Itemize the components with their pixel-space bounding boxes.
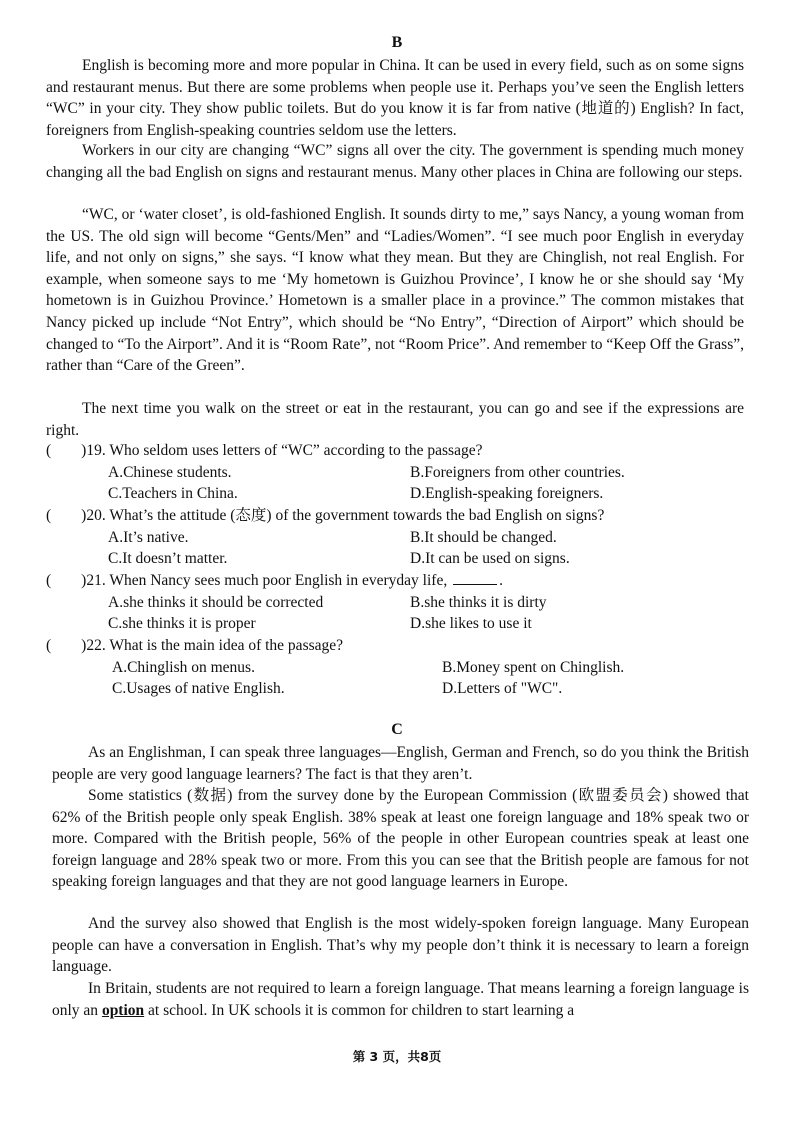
- option-b: B.It should be changed.: [410, 528, 557, 546]
- question-22: [46, 635, 746, 699]
- question-stem: ( )22. What is the main idea of the passage?: [46, 637, 344, 654]
- option-b: B.Money spent on Chinglish.: [442, 658, 625, 676]
- section-c-heading: C: [391, 721, 403, 738]
- option-a: A.Chinese students.: [108, 463, 232, 481]
- fill-in-blank-line: [453, 570, 497, 585]
- option-d: D.Letters of "WC".: [442, 680, 563, 698]
- option-c: C.It doesn’t matter.: [108, 550, 228, 568]
- option-d: D.English-speaking foreigners.: [410, 485, 604, 503]
- section-c-paragraph-2: Some statistics (数据) from the survey done by the European Commission (欧盟委员会) showed that 62% of the British people only speak English. 38% speak at least one foreign language and 18% speak two or more. Compared with the British people, 56% of the people in other European countries speak at least one foreign language and 28% speak two or more. From this you can see that the British people are famous for not speaking foreign languages and that they are not good language learners in Europe.: [52, 787, 749, 891]
- question-19: [46, 440, 746, 504]
- option-c: C.Usages of native English.: [112, 680, 285, 698]
- section-c-paragraph-3: And the survey also showed that English is the most widely-spoken foreign language. Many European people can have a conversation in English. That’s why my people don’t think it is necessary to learn a foreign language.: [52, 915, 749, 976]
- option-a: A.Chinglish on menus.: [112, 658, 255, 676]
- question-21: [46, 570, 746, 634]
- question-stem: ( )20. What’s the attitude (态度) of the government towards the bad English on signs?: [46, 507, 605, 524]
- question-stem: ( )21. When Nancy sees much poor English in everyday life, .: [46, 572, 503, 589]
- page-number-footer: 第 3 页，共8页: [352, 1049, 442, 1064]
- section-b-paragraph-2: Workers in our city are changing “WC” signs all over the city. The government is spending much money changing all the bad English on signs and restaurant menus. Many other places in China are following our steps.: [46, 142, 744, 181]
- question-stem: ( )19. Who seldom uses letters of “WC” according to the passage?: [46, 442, 483, 459]
- option-d: D.she likes to use it: [410, 615, 532, 633]
- option-c: C.she thinks it is proper: [108, 615, 256, 633]
- underlined-word-option: option: [101, 1001, 145, 1019]
- section-b-heading: B: [391, 34, 403, 51]
- question-20: [46, 505, 746, 569]
- section-b-paragraph-4: The next time you walk on the street or eat in the restaurant, you can go and see if the expressions are right.: [46, 400, 744, 439]
- option-b: B.she thinks it is dirty: [410, 593, 547, 611]
- section-b-paragraph-3: “WC, or ‘water closet’, is old-fashioned English. It sounds dirty to me,” says Nancy, a young woman from the US. The old sign will become “Gents/Men” and “Ladies/Women”. “I see much poor English in everyday life, and not only on signs,” she says. “I know what they mean. But they are Chinglish, not real English. For example, when someone says to me ‘My hometown is Guizhou Province’, I know he or she should say ‘My hometown is in Guizhou Province.’ Hometown is a smaller place in a province.” The common mistakes that Nancy picked up include “Not Entry”, which should be “No Entry”, “Direction of Airport” which should be changed to “To the Airport”. And it is “Room Rate”, not “Room Price”. And remember to “Keep Off the Grass”, rather than “Care of the Green”.: [46, 206, 744, 375]
- section-c-paragraph-4: In Britain, students are not required to learn a foreign language. That means learning a foreign language is only an option at school. In UK schools it is common for children to start learning a: [52, 980, 749, 1019]
- option-c: C.Teachers in China.: [108, 485, 238, 503]
- option-b: B.Foreigners from other countries.: [410, 463, 625, 481]
- option-a: A.It’s native.: [108, 528, 189, 546]
- section-b-paragraph-1: English is becoming more and more popular in China. It can be used in every field, such as on some signs and restaurant menus. But there are some problems when people use it. Perhaps you’ve seen the English letters “WC” in your city. They show public toilets. But do you know it is far from native (地道的) English? In fact, foreigners from English-speaking countries seldom use the letters.: [46, 57, 744, 139]
- section-c-paragraph-1: As an Englishman, I can speak three languages—English, German and French, so do you think the British people are very good language learners? The fact is that they aren’t.: [52, 744, 749, 783]
- option-d: D.It can be used on signs.: [410, 550, 570, 568]
- option-a: A.she thinks it should be corrected: [108, 593, 324, 611]
